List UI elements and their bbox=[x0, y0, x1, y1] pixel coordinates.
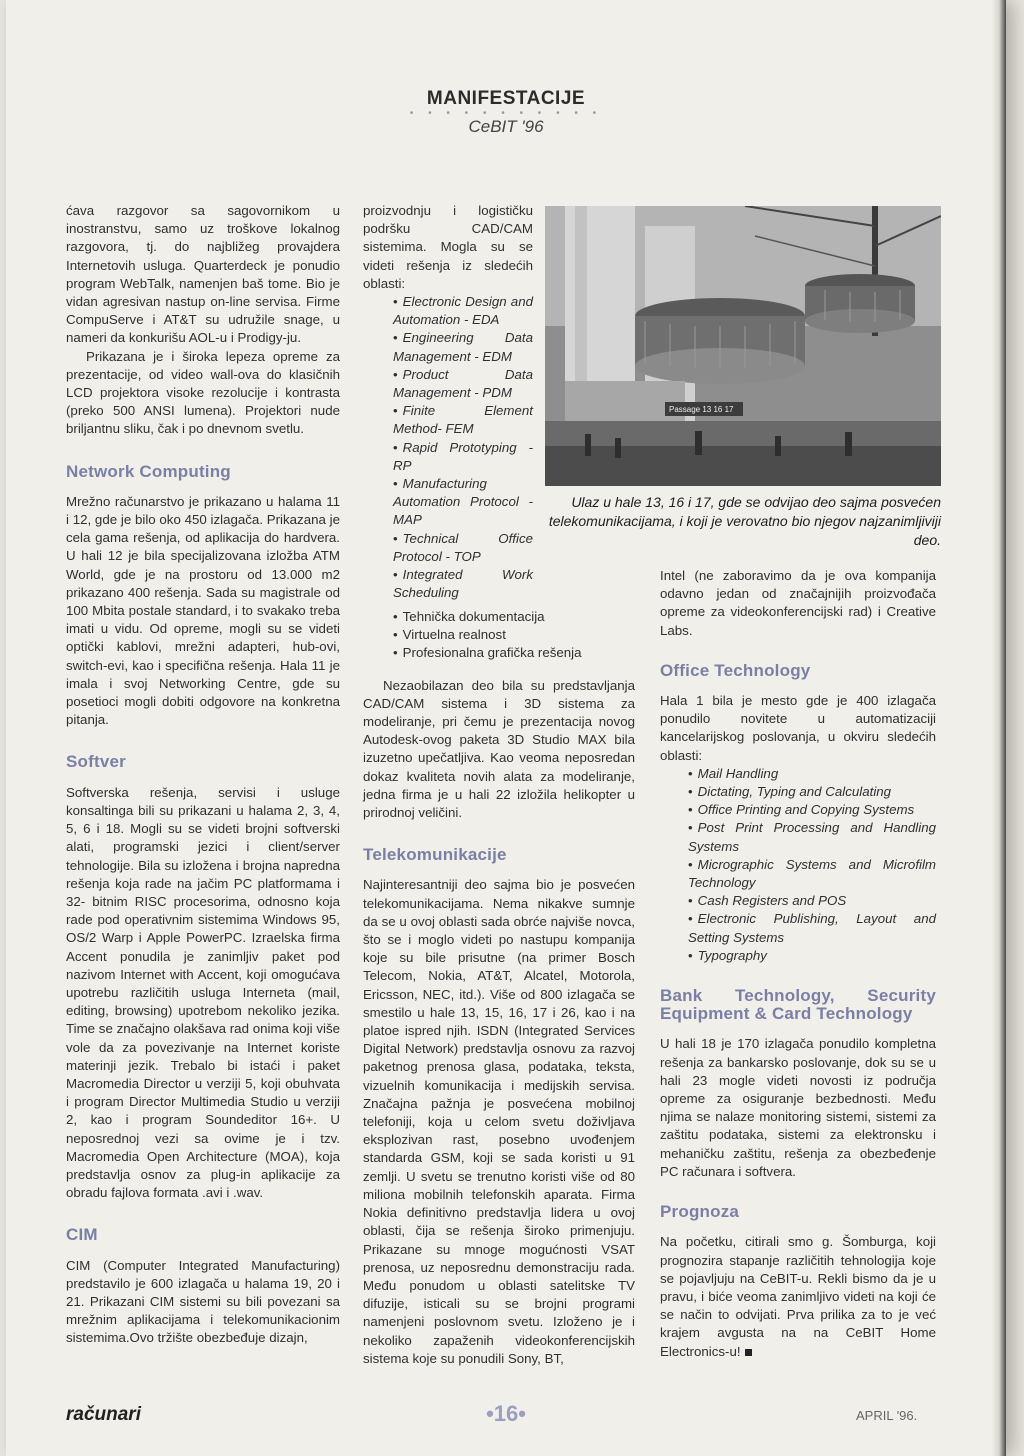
list-item: • Micrographic Systems and Microfilm Technology bbox=[660, 856, 936, 892]
column-left bbox=[66, 202, 340, 1348]
page-header bbox=[6, 88, 1006, 137]
section-title: MANIFESTACIJE bbox=[426, 88, 586, 109]
heading-bank-technology: Bank Technology, Security Equipment & Card Technology bbox=[660, 986, 936, 1024]
softver-text: Softverska rešenja, servisi i usluge konsaltinga bili su prikazani u halama 2, 3, 4, 5, 6 i 18. Mogli su se videti brojni softverski alati, programski jezici i client/server tehnologije. Bila su izložena i brojna napredna rešenja koja rade na jačim PC platformama i 32- bitnim RISC procesorima, odnosno koja rade pod operativnim sistemima Windows 95, OS/2 Warp i Apple PowerPC. Izraelska firma Accent ponudila je zanimljiv paket pod nazivom Internet with Accent, koji omogućava upotrebu različitih usluga Interneta (mail, editing, browsing) upotrebom nekoliko jezika. Time se značajno olakšava rad onima koji više vole da za povezivanje na Internet koriste materinji jezik. Trebalo bi istaći i paket Macromedia Director u verziji 5, koji obuhvata i program Director Multimedia Studio u verziji 2, kao i program Soundeditor 16+. U neposrednoj vezi sa ovime je i tzv. Macromedia Open Architecture (MOA), koja predstavlja osnov za plug-in aplikacije za obradu fajlova formata .avi i .wav. bbox=[66, 784, 340, 1201]
end-of-article-square bbox=[745, 1349, 752, 1356]
col1-intro-paragraph: ćava razgovor sa sagovornikom u inostranstvu, samo uz troškove lokalnog razgovora, tj. do najbližeg provajdera Internetovih usluga. Quarterdeck je ponudio program WebTalk, namenjen baš tome. Bio je vidan agresivan nastup on-line servisa. Firme CompuServe i AT&T su udružile snage, u nameri da konkurišu AOL-u i Prodigy-ju. bbox=[66, 203, 340, 346]
office-technology-text: Hala 1 bila je mesto gde je 400 izlagača ponudilo novitete u automatizaciji kancelarijskog poslovanja, u okviru sledećih oblasti: bbox=[660, 693, 936, 763]
list-item: • Technical Office Protocol - TOP bbox=[363, 530, 533, 566]
col1-paragraph-2: Prikazana je i široka lepeza opreme za prezentacije, od video wall-ova do klasičnih LCD projektora visoke rezolucije i kontrasta (preko 500 ANSI lumena). Projektori nude briljantnu sliku, čak i po dnevnom svetlu. bbox=[66, 348, 340, 437]
list-item: • Profesionalna grafička rešenja bbox=[363, 644, 635, 662]
issue-date: APRIL '96. bbox=[856, 1408, 918, 1423]
list-item: • Engineering Data Management - EDM bbox=[363, 329, 533, 365]
list-item: • Mail Handling bbox=[660, 765, 936, 783]
list-item: • Product Data Management - PDM bbox=[363, 366, 533, 402]
list-item: • Tehnička dokumentacija bbox=[363, 608, 635, 626]
header-dots: • • • • • • • • • • • bbox=[409, 108, 603, 119]
list-item: • Integrated Work Scheduling bbox=[363, 566, 533, 602]
magazine-brand: računari bbox=[66, 1404, 141, 1425]
list-item: • Cash Registers and POS bbox=[660, 892, 936, 910]
column-middle-bottom bbox=[363, 609, 635, 1368]
heading-network-computing: Network Computing bbox=[66, 461, 231, 481]
page-spine-shadow bbox=[992, 0, 1006, 1456]
column-middle-top bbox=[363, 202, 533, 602]
list-item: • Manufacturing Automation Protocol - MAP bbox=[363, 475, 533, 530]
passage-sign-text: Passage 13 16 17 bbox=[669, 405, 734, 414]
column-right bbox=[660, 567, 936, 1361]
hall-entrance-photo bbox=[545, 206, 941, 486]
cim-text: CIM (Computer Integrated Manufacturing) predstavilo je 600 izlagača u halama 19, 20 i 21. Prikazani CIM sistemi su bili povezani sa mrežnim aplikacijama i telekomunikacionim sistemima.Ovo tržište obezbeđuje dizajn, bbox=[66, 1257, 340, 1346]
list-item: • Virtuelna realnost bbox=[363, 626, 635, 644]
list-item: • Post Print Processing and Handling Systems bbox=[660, 819, 936, 855]
heading-prognoza: Prognoza bbox=[660, 1202, 740, 1222]
prognoza-text-body: Na početku, citirali smo g. Šomburga, koji prognozira stapanje različitih tehnologija koje se pojavljuju na CeBIT-u. Rekli bismo da je u pravu, i biće veoma zanimljivo videti na koji će se način to odvijati. Prva prilika za to je već krajem avgusta na na CeBIT Home Electronics-u! bbox=[660, 1234, 936, 1359]
list-item: • Typography bbox=[660, 947, 936, 965]
heading-office-technology: Office Technology bbox=[660, 660, 811, 680]
list-item: • Electronic Publishing, Layout and Setting Systems bbox=[660, 910, 936, 946]
subsection-title: CeBIT '96 bbox=[468, 117, 544, 136]
list-item: • Dictating, Typing and Calculating bbox=[660, 783, 936, 801]
col2-intro-paragraph: proizvodnju i logističku podršku CAD/CAM sistemima. Mogla su se videti rešenja iz sledećih oblasti: bbox=[363, 203, 533, 291]
heading-softver: Softver bbox=[66, 752, 126, 772]
col2-cad-paragraph: Nezaobilazan deo bila su predstavljanja CAD/CAM sistema i 3D sistema za modeliranje, pri čemu je prezentacija novog Autodesk-ovog paketa 3D Studio MAX bila izuzetno upečatljiva. Kao veoma neposredan dokaz kvaliteta novih alata za modeliranje, jedna firma je u hali 22 izložila helikopter u prirodnoj veličini. bbox=[363, 677, 635, 821]
office-technology-list bbox=[660, 765, 936, 965]
page-number: •16• bbox=[486, 1401, 526, 1426]
cad-cam-list-upright bbox=[363, 608, 635, 663]
list-item: • Office Printing and Copying Systems bbox=[660, 801, 936, 819]
heading-cim: CIM bbox=[66, 1225, 98, 1245]
telekomunikacije-text: Najinteresantniji deo sajma bio je posvećen telekomunikacijama. Nema nikakve sumnje da se u ovoj oblasti sada obrće najviše novca, što se i moglo videti po nastupu kompanija koje su bile prisutne (na primer Bosch Telecom, Nokia, AT&T, Alcatel, Motorola, Ericsson, NEC, itd.). Više od 800 izlagača se smestilo u hale 13, 15, 16, 17 i 26, kao i na platoe ispred njih. ISDN (Integrated Services Digital Network) predstavlja osnovu za razvoj paketnog prenosa glasa, podataka, teksta, vizuelnih komunikacija i medijskih servisa. Značajna pažnja je posvećena mobilnoj telefoniji, koja u celom svetu doživljava eksplozivan rast, posebno uvođenjem standarda GSM, koji se sada koristi u 91 zemlji. U svetu se trenutno koristi više od 80 miliona mobilnih telefonskih aparata. Firma Nokia definitivno predstavlja lidera u ovoj oblasti, čija se rešenja široko primenjuju. Prikazane su mnoge mogućnosti VSAT prenosa, uz neposrednu demonstraciju rada. Među ponudom u oblasti satelitske TV difuzije, isticali su se brojni programi namenjeni poslovnom svetu. Izloženo je i nekoliko zapaženih videokonferencijskih sistema koje su ponudili Sony, BT, bbox=[363, 877, 635, 1366]
magazine-page bbox=[6, 0, 1006, 1456]
cad-cam-list bbox=[363, 293, 533, 602]
list-item: • Rapid Prototyping - RP bbox=[363, 439, 533, 475]
network-computing-text: Mrežno računarstvo je prikazano u halama 11 i 12, gde je bilo oko 450 izlagača. Prikazana je cela gama rešenja, od aplikacija do hardvera. U hali 12 je bila specijalizovana izložba ATM World, gde je na prostoru od 13.000 m2 prikazano 400 rešenja. Sada su magistrale od 100 Mbita postale standard, i to svakako treba imati u vidu. Od opreme, mogli su se videti optički kablovi, mrežni adapteri, hub-ovi, switch-evi, kao i specifična rešenja. Hala 11 je imala i svoj Networking Centre, gde su posetioci mogli dobiti odgovore na konkretna pitanja. bbox=[66, 493, 340, 728]
heading-telekomunikacije: Telekomunikacije bbox=[363, 845, 507, 865]
list-item: • Electronic Design and Automation - EDA bbox=[363, 293, 533, 329]
photo-caption: Ulaz u hale 13, 16 i 17, gde se odvijao deo sajma posvećen telekomunikacijama, i koji je verovatno bio njegov najzanimljiviji deo. bbox=[548, 494, 941, 548]
bank-technology-text: U hali 18 je 170 izlagača ponudilo kompletna rešenja za bankarsko poslovanje, dok su se u hali 23 mogle videti novosti iz područja opreme za osiguranje bezbednosti. Među njima se nalaze monitoring sistemi, sistemi za zaštitu podataka, sistemi za elektronsku i mehaničku zaštitu, rešenja za obezbeđenje PC računara i softvera. bbox=[660, 1036, 936, 1179]
col3-intro-paragraph: Intel (ne zaboravimo da je ova kompanija odavno jedan od značajnijih proizvođača opreme za videokonferencijski rad) i Creative Labs. bbox=[660, 568, 936, 638]
list-item: • Finite Element Method- FEM bbox=[363, 402, 533, 438]
building-image bbox=[545, 206, 941, 486]
prognoza-text bbox=[660, 1233, 936, 1360]
